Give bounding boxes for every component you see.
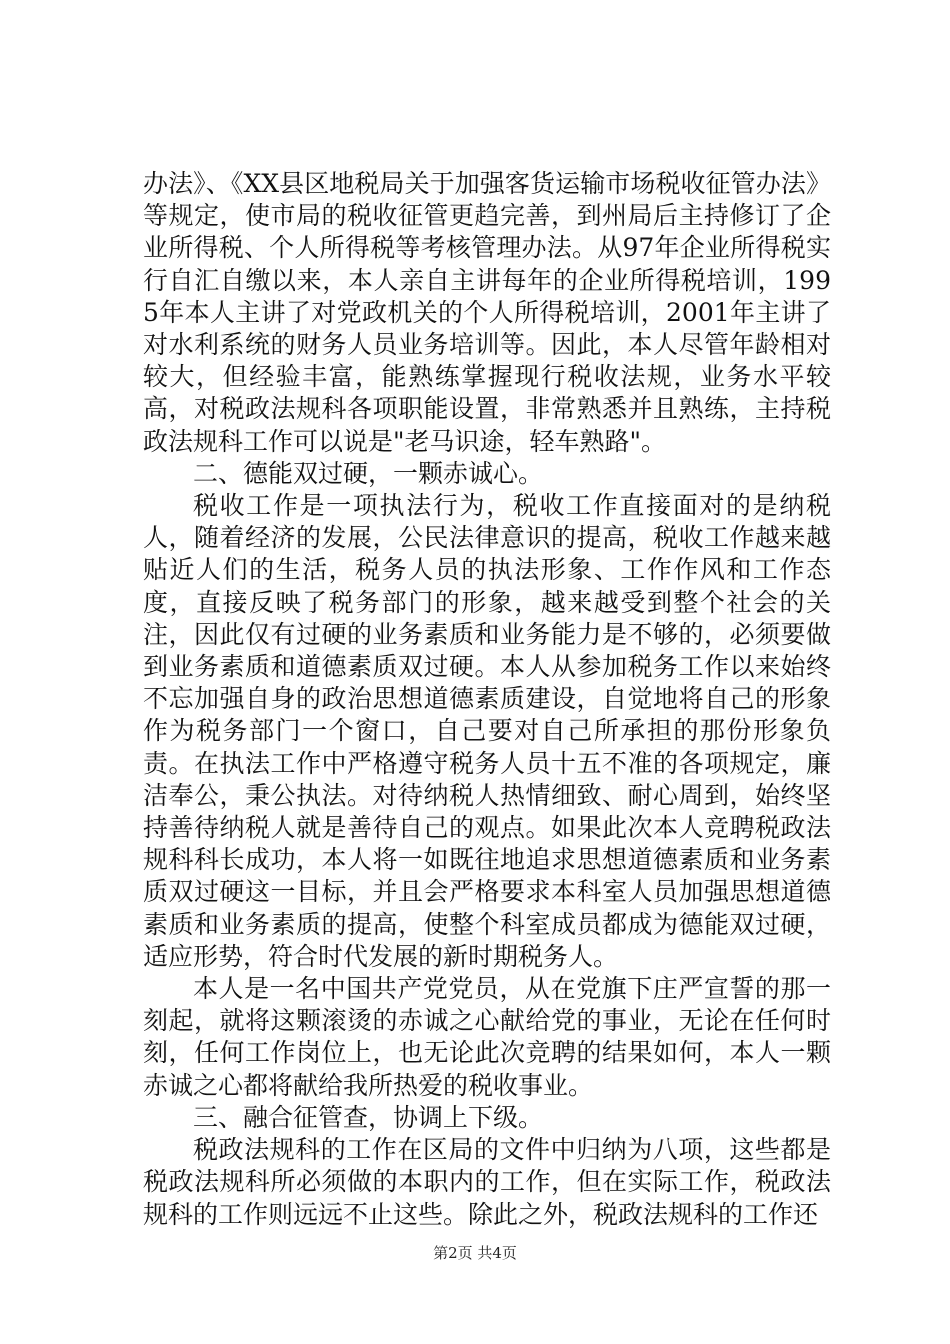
paragraph-1-continued: 办法》、《XX县区地税局关于加强客货运输市场税收征管办法》等规定，使市局的税收征管更趋完善，到州局后主持修订了企业所得税、个人所得税等考核管理办法。从97年企业所得税实行自汇自缴以来，本人亲自主讲每年的企业所得税培训，1995年本人主讲了对党政机关的个人所得税培训，2001年主讲了对水利系统的财务人员业务培训等。因此，本人尽管年龄相对较大，但经验丰富，能熟练掌握现行税收法规，业务水平较高，对税政法规科各项职能设置，非常熟悉并且熟练，主持税政法规科工作可以说是"老马识途，轻车熟路"。: [143, 169, 831, 456]
paragraph-3: 本人是一名中国共产党党员，从在党旗下庄严宣誓的那一刻起，就将这颗滚烫的赤诚之心献给党的事业，无论在任何时刻，任何工作岗位上，也无论此次竞聘的结果如何，本人一颗赤诚之心都将献给我所热爱的税收事业。: [143, 974, 831, 1100]
paragraph-4: 税政法规科的工作在区局的文件中归纳为八项，这些都是税政法规科所必须做的本职内的工作，但在实际工作，税政法规科的工作则远远不止这些。除此之外，税政法规科的工作还: [143, 1135, 831, 1229]
document-body: [143, 168, 831, 1231]
section-heading-2: 二、德能双过硬，一颗赤诚心。: [193, 458, 544, 488]
section-heading-3: 三、融合征管查，协调上下级。: [193, 1102, 544, 1132]
paragraph-2: 税收工作是一项执法行为，税收工作直接面对的是纳税人，随着经济的发展，公民法律意识的提高，税收工作越来越贴近人们的生活，税务人员的执法形象、工作作风和工作态度，直接反映了税务部门的形象，越来越受到整个社会的关注，因此仅有过硬的业务素质和业务能力是不够的，必须要做到业务素质和道德素质双过硬。本人从参加税务工作以来始终不忘加强自身的政治思想道德素质建设，自觉地将自己的形象作为税务部门一个窗口，自己要对自己所承担的那份形象负责。在执法工作中严格遵守税务人员十五不准的各项规定，廉洁奉公，秉公执法。对待纳税人热情细致、耐心周到，始终坚持善待纳税人就是善待自己的观点。如果此次本人竞聘税政法规科科长成功，本人将一如既往地追求思想道德素质和业务素质双过硬这一目标，并且会严格要求本科室人员加强思想道德素质和业务素质的提高，使整个科室成员都成为德能双过硬，适应形势，符合时代发展的新时期税务人。: [143, 491, 831, 971]
page-footer: 第2页 共4页: [433, 1244, 517, 1262]
